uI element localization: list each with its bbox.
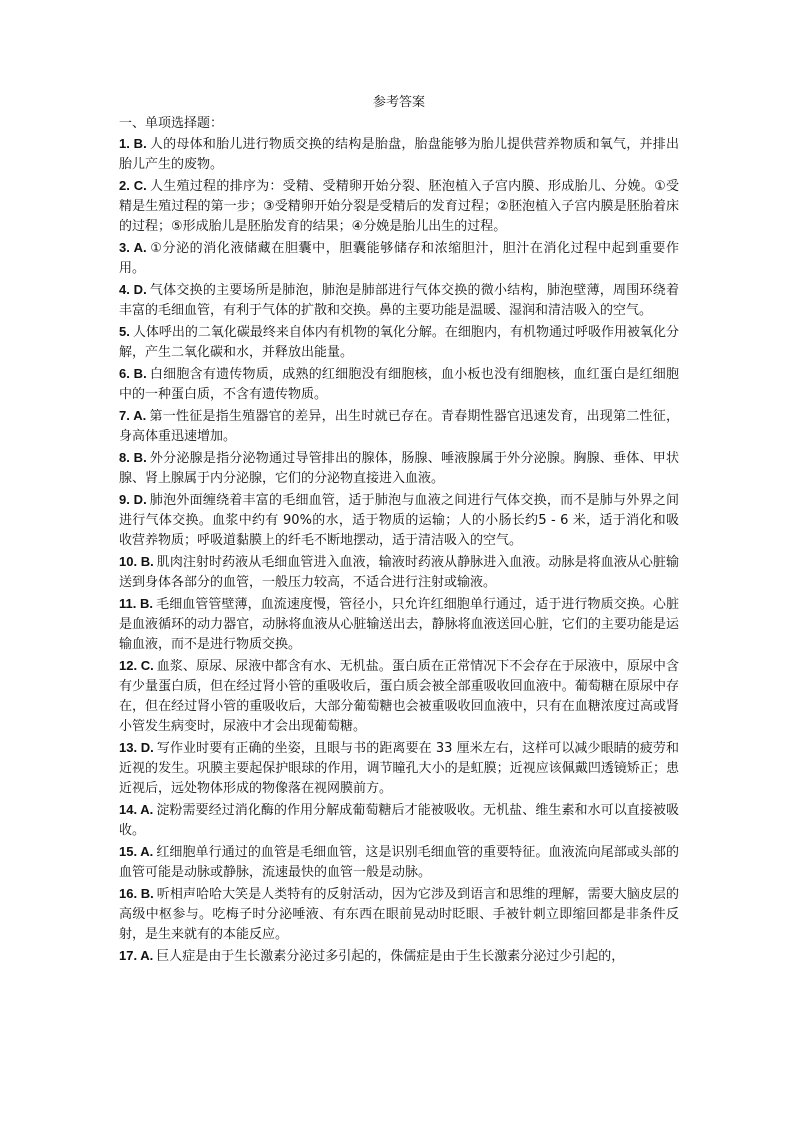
answer-list — [119, 134, 679, 967]
answer-explanation: 写作业时要有正确的坐姿，且眼与书的距离要在 33 厘米左右，这样可以减少眼睛的疲劳和近视的发生。巩膜主要起保护眼球的作用，调节瞳孔大小的是虹膜；近视应该佩戴凹透镜矫正；患近视后，远处物体形成的物像落在视网膜前方。 — [119, 741, 680, 796]
answer-explanation: 听相声哈哈大笑是人类特有的反射活动，因为它涉及到语言和思维的理解，需要大脑皮层的高级中枢参与。吃梅子时分泌唾液、有东西在眼前晃动时眨眼、手被针刺立即缩回都是非条件反射，是生来就有的本能反应。 — [119, 887, 679, 942]
answer-number: 11. B. — [119, 596, 154, 611]
answer-item — [119, 490, 679, 551]
answer-explanation: 外分泌腺是指分泌物通过导管排出的腺体，肠腺、唾液腺属于外分泌腺。胸腺、垂体、甲状腺、肾上腺属于内分泌腺，它们的分泌物直接进入血液。 — [119, 451, 679, 486]
answer-number: 12. C. — [119, 658, 154, 673]
answer-item — [119, 364, 679, 405]
answer-number: 1. B. — [119, 136, 147, 151]
answer-item — [119, 884, 679, 945]
answer-explanation: 人的母体和胎儿进行物质交换的结构是胎盘，胎盘能够为胎儿提供营养物质和氧气，并排出胎儿产生的废物。 — [119, 137, 679, 172]
answer-explanation: 肌肉注射时药液从毛细血管进入血液，输液时药液从静脉进入血液。动脉是将血液从心脏输送到身体各部分的血管，一般压力较高，不适合进行注射或输液。 — [119, 555, 679, 590]
answer-item — [119, 238, 679, 279]
answer-item — [119, 134, 679, 175]
answer-number: 9. D. — [119, 492, 147, 507]
answer-item — [119, 448, 679, 489]
answer-explanation: 人生殖过程的排序为：受精、受精卵开始分裂、胚泡植入子宫内膜、形成胎儿、分娩。①受精是生殖过程的第一步；③受精卵开始分裂是受精后的发育过程；②胚泡植入子宫内膜是胚胎着床的过程；⑤形成胎儿是胚胎发育的结果；④分娩是胎儿出生的过程。 — [119, 179, 679, 234]
answer-number: 3. A. — [119, 240, 147, 255]
answer-number: 2. C. — [119, 178, 147, 193]
answer-explanation: 气体交换的主要场所是肺泡，肺泡是肺部进行气体交换的微小结构，肺泡壁薄，周围环绕着丰富的毛细血管，有利于气体的扩散和交换。鼻的主要功能是温暖、湿润和清洁吸入的空气。 — [119, 283, 679, 318]
answer-number: 16. B. — [119, 886, 154, 901]
page-title: 参考答案 — [372, 95, 425, 110]
answer-item — [119, 406, 679, 447]
answer-number: 7. A. — [119, 408, 147, 423]
answer-number: 10. B. — [119, 554, 154, 569]
answer-number: 5. — [119, 324, 130, 339]
answer-item — [119, 280, 679, 321]
answer-explanation: 红细胞单行通过的血管是毛细血管，这是识别毛细血管的重要特征。血液流向尾部或头部的血管可能是动脉或静脉，流速最快的血管一般是动脉。 — [119, 845, 679, 880]
answer-item — [119, 842, 679, 883]
answer-item — [119, 738, 679, 799]
answer-item — [119, 800, 679, 841]
answer-item — [119, 176, 679, 237]
answer-explanation: 白细胞含有遗传物质，成熟的红细胞没有细胞核，血小板也没有细胞核，血红蛋白是红细胞中的一种蛋白质，不含有遗传物质。 — [119, 367, 679, 402]
answer-explanation: 第一性征是指生殖器官的差异，出生时就已存在。青春期性器官迅速发育，出现第二性征，身高体重迅速增加。 — [119, 409, 679, 444]
answer-number: 14. A. — [119, 802, 154, 817]
answer-number: 15. A. — [119, 844, 154, 859]
section-heading: 一、单项选择题： — [119, 116, 224, 131]
answer-number: 17. A. — [119, 948, 154, 963]
answer-explanation: 血浆、原尿、尿液中都含有水、无机盐。蛋白质在正常情况下不会存在于尿液中，原尿中含有少量蛋白质，但在经过肾小管的重吸收后，蛋白质会被全部重吸收回血液中。葡萄糖在原尿中存在，但在经过肾小管的重吸收后，大部分葡萄糖也会被重吸收回血液中，只有在血糖浓度过高或肾小管发生病变时，尿液中才会出现葡萄糖。 — [119, 659, 679, 734]
answer-explanation: 肺泡外面缠绕着丰富的毛细血管，适于肺泡与血液之间进行气体交换，而不是肺与外界之间进行气体交换。血浆中约有 90%的水，适于物质的运输；人的小肠长约5 - 6 米，适于消化和吸收营养物质；呼吸道黏膜上的纤毛不断地摆动，适于清洁吸入的空气。 — [119, 493, 679, 548]
answer-item — [119, 594, 679, 655]
answer-number: 13. D. — [119, 740, 154, 755]
answer-explanation: 淀粉需要经过消化酶的作用分解成葡萄糖后才能被吸收。无机盐、维生素和水可以直接被吸收。 — [119, 803, 679, 838]
answer-explanation: 人体呼出的二氧化碳最终来自体内有机物的氧化分解。在细胞内，有机物通过呼吸作用被氧化分解，产生二氧化碳和水，并释放出能量。 — [119, 325, 679, 360]
answer-explanation: 巨人症是由于生长激素分泌过多引起的，侏儒症是由于生长激素分泌过少引起的， — [156, 949, 625, 964]
answer-number: 4. D. — [119, 282, 147, 297]
answer-item — [119, 656, 679, 737]
answer-item — [119, 322, 679, 363]
answer-item — [119, 552, 679, 593]
answer-item — [119, 946, 679, 967]
answer-number: 6. B. — [119, 366, 147, 381]
answer-explanation: ①分泌的消化液储藏在胆囊中，胆囊能够储存和浓缩胆汁，胆汁在消化过程中起到重要作用。 — [119, 241, 679, 276]
answer-number: 8. B. — [119, 450, 147, 465]
answer-document — [119, 93, 679, 968]
answer-explanation: 毛细血管管壁薄，血流速度慢，管径小，只允许红细胞单行通过，适于进行物质交换。心脏是血液循环的动力器官，动脉将血液从心脏输送出去，静脉将血液送回心脏，它们的主要功能是运输血液，而不是进行物质交换。 — [119, 597, 679, 652]
